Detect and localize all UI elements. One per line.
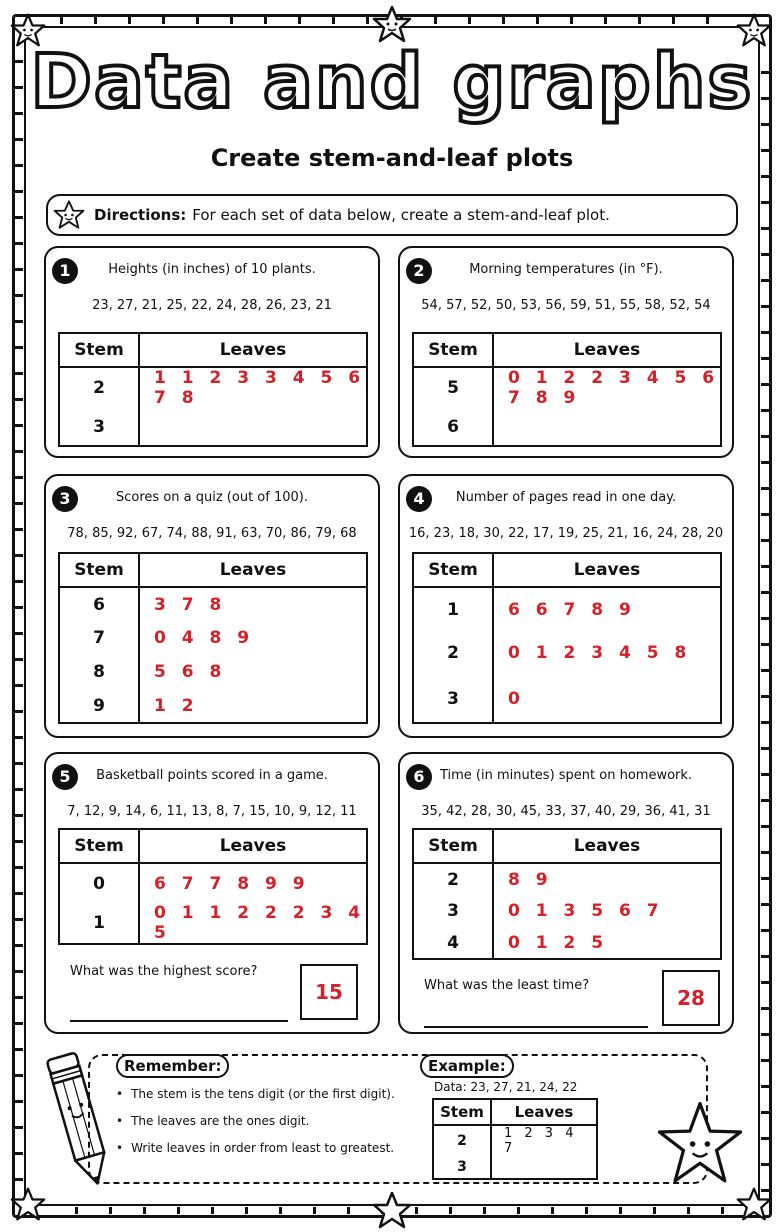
bark-mark bbox=[761, 409, 769, 412]
leaves-cell[interactable]: 6 7 7 8 9 9 bbox=[154, 873, 310, 894]
problem-title: Scores on a quiz (out of 100). bbox=[116, 490, 308, 505]
bark-mark bbox=[15, 944, 23, 947]
bark-mark bbox=[230, 17, 233, 24]
bark-mark bbox=[761, 773, 769, 776]
bark-mark bbox=[517, 1207, 520, 1214]
bark-mark bbox=[15, 684, 23, 687]
bark-mark bbox=[143, 1207, 146, 1214]
star-icon bbox=[736, 1186, 772, 1222]
bark-mark bbox=[761, 227, 769, 230]
bark-mark bbox=[761, 305, 769, 308]
stem-cell: 3 bbox=[413, 675, 493, 723]
bark-mark bbox=[761, 279, 769, 282]
stem-cell: 1 bbox=[59, 903, 139, 944]
leaves-header: Leaves bbox=[493, 553, 721, 587]
answer-box[interactable]: 28 bbox=[662, 970, 720, 1026]
problem-card-1 bbox=[44, 246, 380, 458]
stem-cell: 2 bbox=[433, 1125, 491, 1156]
bark-mark bbox=[15, 502, 23, 505]
problem-title: Morning temperatures (in °F). bbox=[469, 262, 663, 277]
bark-mark bbox=[761, 955, 769, 958]
bark-mark bbox=[15, 1126, 23, 1129]
bark-mark bbox=[15, 658, 23, 661]
bark-mark bbox=[15, 840, 23, 843]
bark-mark bbox=[761, 1059, 769, 1062]
bark-mark bbox=[15, 736, 23, 739]
stem-cell: 9 bbox=[59, 689, 139, 723]
problem-card-2 bbox=[398, 246, 734, 458]
bark-mark bbox=[434, 17, 437, 24]
answer-box[interactable]: 15 bbox=[300, 964, 358, 1020]
question-text: What was the least time? bbox=[424, 978, 590, 993]
leaves-cell[interactable]: 3 7 8 bbox=[154, 594, 227, 615]
bark-mark bbox=[15, 762, 23, 765]
leaves-cell[interactable]: 5 6 8 bbox=[154, 662, 227, 682]
leaves-cell[interactable] bbox=[493, 408, 721, 446]
bark-mark bbox=[128, 17, 131, 24]
bark-mark bbox=[761, 747, 769, 750]
problem-title: Heights (in inches) of 10 plants. bbox=[108, 262, 316, 277]
bark-mark bbox=[15, 398, 23, 401]
star-icon bbox=[52, 198, 86, 232]
bark-mark bbox=[15, 190, 23, 193]
bark-mark bbox=[15, 216, 23, 219]
bark-mark bbox=[672, 17, 675, 24]
leaves-header: Leaves bbox=[139, 553, 367, 587]
problem-number: 6 bbox=[406, 764, 432, 790]
problem-title: Number of pages read in one day. bbox=[455, 490, 677, 505]
stem-header: Stem bbox=[413, 333, 493, 367]
bark-mark bbox=[761, 669, 769, 672]
bark-mark bbox=[15, 1022, 23, 1025]
leaves-cell[interactable] bbox=[139, 408, 367, 446]
answer-line[interactable] bbox=[70, 1020, 288, 1022]
bark-mark bbox=[721, 1207, 724, 1214]
example-label: Example: bbox=[420, 1054, 514, 1078]
bark-mark bbox=[761, 331, 769, 334]
bark-mark bbox=[177, 1207, 180, 1214]
stem-header: Stem bbox=[433, 1099, 491, 1125]
bark-mark bbox=[761, 539, 769, 542]
bark-mark bbox=[536, 17, 539, 24]
problem-data: 54, 57, 52, 50, 53, 56, 59, 51, 55, 58, 52, 54 bbox=[421, 298, 711, 313]
bark-mark bbox=[279, 1207, 282, 1214]
leaves-cell[interactable]: 0 1 3 5 6 7 bbox=[508, 901, 664, 921]
leaves-cell[interactable]: 0 1 2 3 4 5 8 bbox=[508, 643, 692, 663]
stem-cell: 6 bbox=[413, 408, 493, 446]
bark-mark bbox=[761, 175, 769, 178]
bark-mark bbox=[15, 268, 23, 271]
leaves-cell[interactable]: 0 1 2 5 bbox=[508, 932, 609, 953]
leaves-cell[interactable]: 0 1 1 2 2 2 3 4 5 bbox=[154, 903, 366, 943]
bark-mark bbox=[761, 721, 769, 724]
bark-mark bbox=[761, 565, 769, 568]
bark-mark bbox=[653, 1207, 656, 1214]
problem-data: 23, 27, 21, 25, 22, 24, 28, 26, 23, 21 bbox=[92, 298, 332, 313]
bark-mark bbox=[15, 528, 23, 531]
problem-number: 4 bbox=[406, 486, 432, 512]
leaves-cell[interactable]: 8 9 bbox=[508, 869, 553, 890]
bark-mark bbox=[15, 1100, 23, 1103]
page-title: Data and graphs bbox=[30, 39, 754, 125]
remember-label: Remember: bbox=[116, 1054, 229, 1078]
bark-mark bbox=[761, 1033, 769, 1036]
problem-card-5 bbox=[44, 752, 380, 1034]
bark-mark bbox=[638, 17, 641, 24]
bark-mark bbox=[15, 632, 23, 635]
stem-leaf-table bbox=[58, 828, 368, 945]
bark-mark bbox=[366, 17, 369, 24]
bark-mark bbox=[15, 580, 23, 583]
bark-mark bbox=[15, 892, 23, 895]
bark-mark bbox=[15, 424, 23, 427]
bark-mark bbox=[761, 903, 769, 906]
stem-cell: 5 bbox=[413, 367, 493, 408]
question-text: What was the highest score? bbox=[70, 964, 258, 979]
bark-mark bbox=[761, 513, 769, 516]
bark-mark bbox=[75, 1207, 78, 1214]
bark-mark bbox=[15, 1074, 23, 1077]
example-data: Data: 23, 27, 21, 24, 22 bbox=[434, 1080, 578, 1094]
bark-mark bbox=[245, 1207, 248, 1214]
bark-mark bbox=[761, 877, 769, 880]
stem-leaf-table bbox=[58, 552, 368, 724]
problem-title: Basketball points scored in a game. bbox=[96, 768, 328, 783]
bark-mark bbox=[162, 17, 165, 24]
bark-mark bbox=[15, 1048, 23, 1051]
bark-mark bbox=[570, 17, 573, 24]
bark-mark bbox=[761, 981, 769, 984]
bark-mark bbox=[196, 17, 199, 24]
bark-mark bbox=[15, 320, 23, 323]
bark-mark bbox=[502, 17, 505, 24]
bark-mark bbox=[15, 970, 23, 973]
leaves-header: Leaves bbox=[139, 333, 367, 367]
stem-cell: 2 bbox=[59, 367, 139, 408]
star-icon bbox=[372, 4, 412, 44]
leaves-cell[interactable]: 6 6 7 8 9 bbox=[508, 599, 636, 620]
page-subtitle: Create stem-and-leaf plots bbox=[210, 144, 574, 172]
bark-mark bbox=[109, 1207, 112, 1214]
bark-mark bbox=[15, 814, 23, 817]
problem-card-6 bbox=[398, 752, 734, 1034]
bark-mark bbox=[761, 1111, 769, 1114]
bark-mark bbox=[60, 17, 63, 24]
leaves-cell[interactable]: 0 bbox=[508, 688, 525, 709]
answer-line[interactable] bbox=[424, 1026, 648, 1028]
stem-header: Stem bbox=[59, 829, 139, 863]
remember-item: • The leaves are the ones digit. bbox=[116, 1109, 395, 1136]
leaves-header: Leaves bbox=[493, 333, 721, 367]
stem-header: Stem bbox=[59, 333, 139, 367]
problem-data: 78, 85, 92, 67, 74, 88, 91, 63, 70, 86, 79, 68 bbox=[67, 526, 357, 541]
star-icon bbox=[654, 1098, 746, 1190]
problem-data: 16, 23, 18, 30, 22, 17, 19, 25, 21, 16, 24, 28, 20 bbox=[408, 526, 724, 541]
bark-mark bbox=[15, 788, 23, 791]
bark-mark bbox=[761, 461, 769, 464]
stem-leaf-table bbox=[58, 332, 368, 447]
bark-mark bbox=[761, 825, 769, 828]
bark-mark bbox=[761, 851, 769, 854]
problem-data: 35, 42, 28, 30, 45, 33, 37, 40, 29, 36, 41, 31 bbox=[421, 804, 711, 819]
stem-cell: 8 bbox=[59, 655, 139, 689]
bark-mark bbox=[761, 1137, 769, 1140]
bark-mark bbox=[761, 487, 769, 490]
directions-box bbox=[46, 194, 738, 236]
directions-text: For each set of data below, create a stem-and-leaf plot. bbox=[192, 206, 610, 224]
stem-leaf-table bbox=[412, 828, 722, 960]
leaves-cell[interactable]: 0 1 2 2 3 4 5 6 7 8 9 bbox=[508, 368, 720, 408]
bark-mark bbox=[761, 435, 769, 438]
problem-number: 2 bbox=[406, 258, 432, 284]
leaves-cell: 1 2 3 4 7 bbox=[504, 1126, 578, 1156]
leaves-cell[interactable]: 1 1 2 3 3 4 5 6 7 8 bbox=[154, 368, 366, 408]
bark-mark bbox=[15, 866, 23, 869]
bark-mark bbox=[761, 695, 769, 698]
problem-number: 1 bbox=[52, 258, 78, 284]
bark-mark bbox=[761, 357, 769, 360]
stem-header: Stem bbox=[413, 829, 493, 863]
bark-mark bbox=[94, 17, 97, 24]
bark-mark bbox=[211, 1207, 214, 1214]
stem-cell: 3 bbox=[59, 408, 139, 446]
bark-mark bbox=[619, 1207, 622, 1214]
bark-mark bbox=[551, 1207, 554, 1214]
bark-mark bbox=[298, 17, 301, 24]
bark-mark bbox=[468, 17, 471, 24]
bark-mark bbox=[15, 476, 23, 479]
bark-mark bbox=[761, 1085, 769, 1088]
bark-mark bbox=[585, 1207, 588, 1214]
bark-mark bbox=[449, 1207, 452, 1214]
bark-mark bbox=[761, 383, 769, 386]
bark-mark bbox=[761, 1007, 769, 1010]
stem-cell: 2 bbox=[413, 631, 493, 675]
leaves-cell bbox=[491, 1156, 597, 1179]
bark-mark bbox=[761, 799, 769, 802]
leaves-header: Leaves bbox=[491, 1099, 597, 1125]
bark-mark bbox=[15, 1152, 23, 1155]
directions-label: Directions: bbox=[94, 206, 187, 224]
leaves-cell[interactable]: 1 2 bbox=[154, 695, 199, 716]
remember-item: • The stem is the tens digit (or the first digit). bbox=[116, 1082, 395, 1109]
problem-number: 3 bbox=[52, 486, 78, 512]
stem-cell: 4 bbox=[413, 927, 493, 959]
stem-cell: 3 bbox=[433, 1156, 491, 1179]
bark-mark bbox=[604, 17, 607, 24]
bark-mark bbox=[15, 710, 23, 713]
bark-mark bbox=[415, 1207, 418, 1214]
stem-cell: 0 bbox=[59, 863, 139, 903]
bark-mark bbox=[15, 372, 23, 375]
bark-mark bbox=[15, 450, 23, 453]
leaves-header: Leaves bbox=[139, 829, 367, 863]
bark-mark bbox=[15, 294, 23, 297]
bark-mark bbox=[761, 253, 769, 256]
bark-mark bbox=[15, 138, 23, 141]
problem-data: 7, 12, 9, 14, 6, 11, 13, 8, 7, 15, 10, 9, 12, 11 bbox=[67, 804, 357, 819]
bark-mark bbox=[761, 643, 769, 646]
stem-header: Stem bbox=[413, 553, 493, 587]
bark-mark bbox=[761, 929, 769, 932]
bark-mark bbox=[347, 1207, 350, 1214]
bark-mark bbox=[15, 346, 23, 349]
bark-mark bbox=[687, 1207, 690, 1214]
problem-card-3 bbox=[44, 474, 380, 738]
bark-mark bbox=[15, 242, 23, 245]
bark-mark bbox=[332, 17, 335, 24]
example-table bbox=[432, 1098, 598, 1180]
leaves-header: Leaves bbox=[493, 829, 721, 863]
bark-mark bbox=[761, 201, 769, 204]
bark-mark bbox=[15, 996, 23, 999]
bark-mark bbox=[15, 554, 23, 557]
bark-mark bbox=[313, 1207, 316, 1214]
bark-mark bbox=[706, 17, 709, 24]
stem-cell: 2 bbox=[413, 863, 493, 895]
problem-title: Time (in minutes) spent on homework. bbox=[439, 768, 693, 783]
stem-cell: 6 bbox=[59, 587, 139, 621]
stem-leaf-table bbox=[412, 552, 722, 724]
bark-mark bbox=[483, 1207, 486, 1214]
stem-cell: 1 bbox=[413, 587, 493, 631]
stem-header: Stem bbox=[59, 553, 139, 587]
remember-item: • Write leaves in order from least to greatest. bbox=[116, 1136, 395, 1163]
bark-mark bbox=[264, 17, 267, 24]
star-icon bbox=[372, 1190, 412, 1230]
bark-mark bbox=[15, 918, 23, 921]
problem-number: 5 bbox=[52, 764, 78, 790]
stem-cell: 7 bbox=[59, 621, 139, 655]
leaves-cell[interactable]: 0 4 8 9 bbox=[154, 628, 255, 648]
bark-mark bbox=[15, 1178, 23, 1181]
remember-list bbox=[116, 1082, 395, 1163]
bark-mark bbox=[15, 606, 23, 609]
bark-mark bbox=[761, 591, 769, 594]
stem-cell: 3 bbox=[413, 895, 493, 927]
bark-mark bbox=[761, 1163, 769, 1166]
star-icon bbox=[10, 1186, 46, 1222]
problem-card-4 bbox=[398, 474, 734, 738]
stem-leaf-table bbox=[412, 332, 722, 447]
bark-mark bbox=[761, 617, 769, 620]
